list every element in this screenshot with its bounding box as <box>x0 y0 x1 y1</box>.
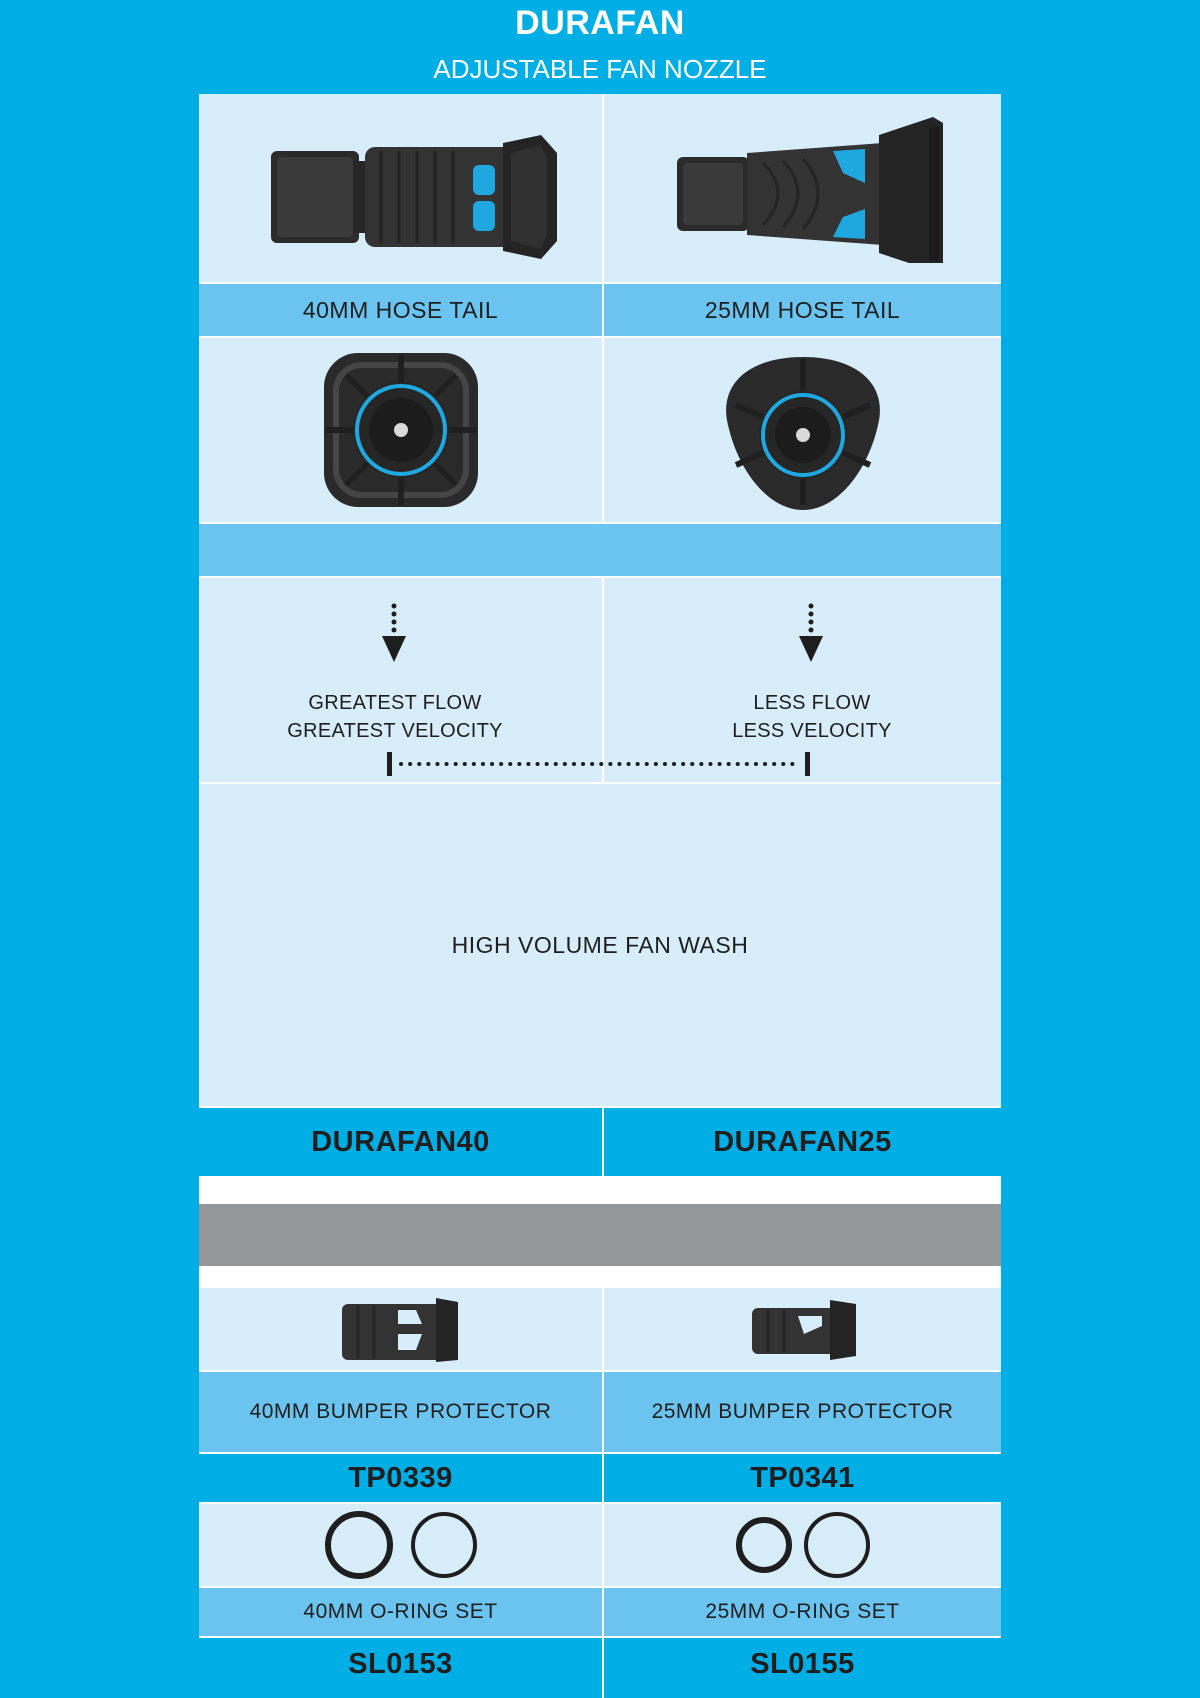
accessories-header-bar <box>199 1204 1001 1266</box>
oring-25mm-label: 25MM O-RING SET <box>604 1588 1001 1636</box>
bumper-25mm-icon <box>738 1294 868 1364</box>
flow-range-scale <box>387 750 815 778</box>
bumper-25mm-label: 25MM BUMPER PROTECTOR <box>604 1372 1001 1452</box>
bumper-40mm-icon <box>336 1294 466 1364</box>
durafan25-side-image <box>604 94 1001 282</box>
nozzle-40mm-front-icon <box>316 345 486 515</box>
bumper-40mm-label: 40MM BUMPER PROTECTOR <box>199 1372 602 1452</box>
page-subtitle: ADJUSTABLE FAN NOZZLE <box>433 54 767 84</box>
durafan25-front-image <box>604 338 1001 522</box>
wash-type-label: HIGH VOLUME FAN WASH <box>199 784 1001 1106</box>
durafan40-flow-line1: GREATEST FLOW <box>308 692 482 714</box>
oring-40mm-image <box>199 1504 602 1586</box>
oring-25mm-image <box>604 1504 1001 1586</box>
durafan40-front-image <box>199 338 602 522</box>
durafan25-flow-line2: LESS VELOCITY <box>732 720 892 742</box>
nozzle-25mm-front-icon <box>718 345 888 515</box>
page-title: DURAFAN <box>515 4 685 42</box>
durafan40-hose-tail-label: 40MM HOSE TAIL <box>199 284 602 336</box>
oring-25mm-icon <box>728 1509 878 1581</box>
oring-40mm-label: 40MM O-RING SET <box>199 1588 602 1636</box>
flow-arrow-25-icon <box>796 602 826 664</box>
durafan25-hose-tail-label: 25MM HOSE TAIL <box>604 284 1001 336</box>
bumper-25mm-image <box>604 1288 1001 1370</box>
flow-arrow-40-icon <box>379 602 409 664</box>
durafan40-flow-line2: GREATEST VELOCITY <box>287 720 503 742</box>
bumper-40mm-code: TP0339 <box>199 1454 602 1502</box>
durafan25-flow-text <box>662 686 962 748</box>
separator-band <box>199 524 1001 576</box>
durafan40-flow-text <box>245 686 545 748</box>
bumper-40mm-image <box>199 1288 602 1370</box>
product-table <box>199 94 1001 1698</box>
durafan40-side-image <box>199 94 602 282</box>
nozzle-25mm-side-icon <box>643 113 963 263</box>
durafan40-code: DURAFAN40 <box>199 1108 602 1176</box>
durafan25-flow-line1: LESS FLOW <box>753 692 871 714</box>
nozzle-40mm-side-icon <box>241 113 561 263</box>
oring-40mm-code: SL0153 <box>199 1638 602 1698</box>
oring-25mm-code: SL0155 <box>604 1638 1001 1698</box>
bumper-25mm-code: TP0341 <box>604 1454 1001 1502</box>
oring-40mm-icon <box>316 1509 486 1581</box>
durafan25-code: DURAFAN25 <box>604 1108 1001 1176</box>
